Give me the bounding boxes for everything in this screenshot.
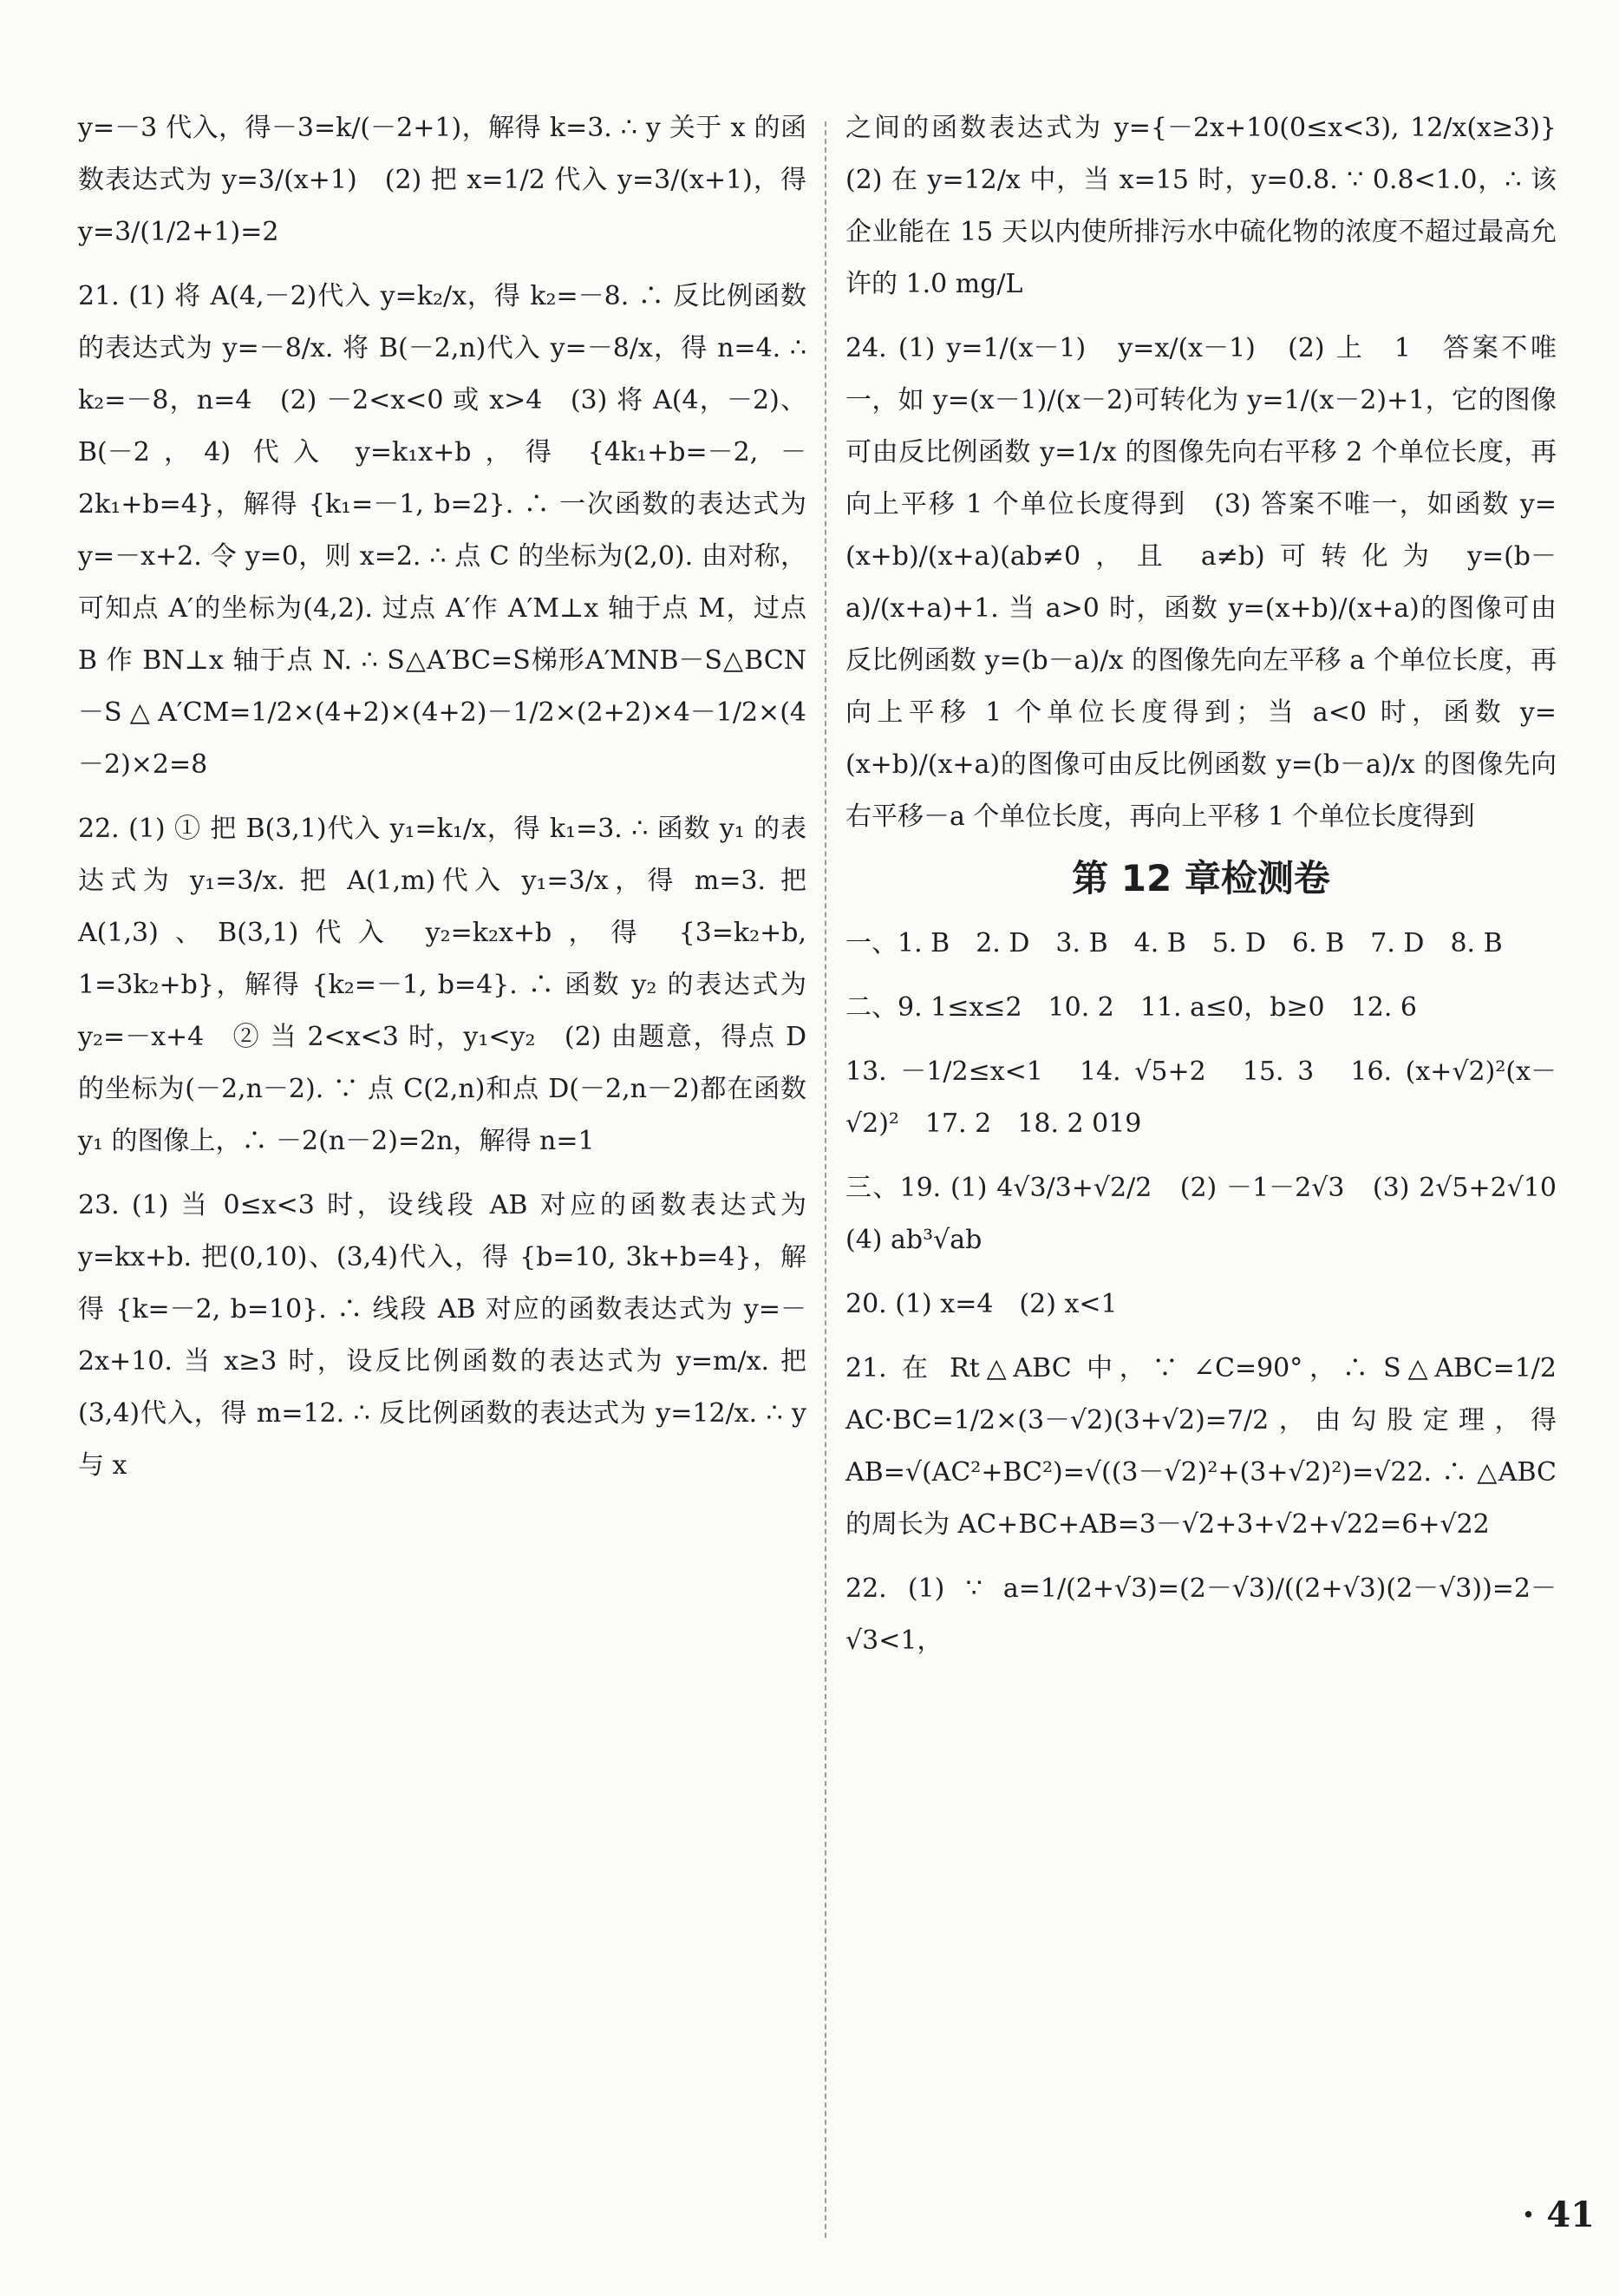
- section-title: 第 12 章检测卷: [1072, 857, 1330, 899]
- answer-paragraph: 21. (1) 将 A(4,－2)代入 y=k₂/x，得 k₂=－8. ∴ 反比例函数的表达式为 y=－8/x. 将 B(－2,n)代入 y=－8/x，得 n=4. ∴ k₂=－8，n=4 (2) －2<x<0 或 x>4 (3) 将 A(4，－2)、B(－2，4) 代入 y=k₁x+b，得 {4k₁+b=－2, －2k₁+b=4}，解得 {k₁=－1, b=2}. ∴ 一次函数的表达式为 y=－x+2. 令 y=0，则 x=2. ∴ 点 C 的坐标为(2,0). 由对称，可知点 A′的坐标为(4,2). 过点 A′作 A′M⊥x 轴于点 M，过点 B 作 BN⊥x 轴于点 N. ∴ S△A′BC=S梯形A′MNB－S△BCN－S△A′CM=1/2×(4+2)×(4+2)－1/2×(2+2)×4－1/2×(4－2)×2=8: [78, 281, 815, 780]
- right-column: [845, 102, 1583, 1679]
- answer-paragraph: 24. (1) y=1/(x－1) y=x/(x－1) (2) 上 1 答案不唯一，如 y=(x－1)/(x－2)可转化为 y=1/(x－2)+1，它的图像可由反比例函数 y=1/x 的图像先向右平移 2 个单位长度，再向上平移 1 个单位长度得到 (3) 答案不唯一，如函数 y=(x+b)/(x+a)(ab≠0，且 a≠b)可转化为 y=(b－a)/(x+a)+1. 当 a>0 时，函数 y=(x+b)/(x+a)的图像可由反比例函数 y=(b－a)/x 的图像先向左平移 a 个单位长度，再向上平移 1 个单位长度得到；当 a<0 时，函数 y=(x+b)/(x+a)的图像可由反比例函数 y=(b－a)/x 的图像先向右平移－a 个单位长度，再向上平移 1 个单位长度得到: [845, 333, 1557, 832]
- answer-line: 13. －1/2≤x<1 14. √5+2 15. 3 16. (x+√2)²(x－√2)² 17. 2 18. 2 019: [845, 1056, 1557, 1139]
- answer-line: 一、1. B 2. D 3. B 4. B 5. D 6. B 7. D 8. B: [845, 928, 1503, 958]
- page-number: · 41: [1522, 2195, 1595, 2235]
- answer-paragraph: 之间的函数表达式为 y={－2x+10(0≤x<3), 12/x(x≥3)} (2) 在 y=12/x 中，当 x=15 时，y=0.8. ∵ 0.8<1.0，∴ 该企业能在 15 天以内使所排污水中硫化物的浓度不超过最高允许的 1.0 mg/L: [845, 113, 1583, 299]
- answer-line: 21. 在 Rt△ABC 中，∵ ∠C=90°，∴ S△ABC=1/2 AC·BC=1/2×(3－√2)(3+√2)=7/2，由勾股定理，得 AB=√(AC²+BC²)=√((3－√2)²+(3+√2)²)=√22. ∴ △ABC 的周长为 AC+BC+AB=3－√2+3+√2+√22=6+√22: [845, 1353, 1565, 1540]
- answer-line: 二、9. 1≤x≤2 10. 2 11. a≤0，b≥0 12. 6: [845, 992, 1417, 1023]
- answer-line: 20. (1) x=4 (2) x<1: [845, 1289, 1118, 1319]
- answer-line: 22. (1) ∵ a=1/(2+√3)=(2－√3)/((2+√3)(2－√3))=2－√3<1，: [845, 1573, 1557, 1656]
- column-divider: [825, 121, 826, 2238]
- left-column: [78, 102, 815, 1504]
- answer-paragraph: y=－3 代入，得－3=k/(－2+1)，解得 k=3. ∴ y 关于 x 的函数表达式为 y=3/(x+1) (2) 把 x=1/2 代入 y=3/(x+1)，得 y=3/(1/2+1)=2: [78, 113, 815, 247]
- answer-paragraph: 22. (1) ① 把 B(3,1)代入 y₁=k₁/x，得 k₁=3. ∴ 函数 y₁ 的表达式为 y₁=3/x. 把 A(1,m)代入 y₁=3/x，得 m=3. 把 A(1,3)、B(3,1)代入 y₂=k₂x+b，得 {3=k₂+b, 1=3k₂+b}，解得 {k₂=－1, b=4}. ∴ 函数 y₂ 的表达式为 y₂=－x+4 ② 当 2<x<3 时，y₁<y₂ (2) 由题意，得点 D 的坐标为(－2,n－2). ∵ 点 C(2,n)和点 D(－2,n－2)都在函数 y₁ 的图像上，∴ －2(n－2)=2n，解得 n=1: [78, 814, 815, 1156]
- answer-paragraph: 23. (1) 当 0≤x<3 时，设线段 AB 对应的函数表达式为 y=kx+b. 把(0,10)、(3,4)代入，得 {b=10, 3k+b=4}，解得 {k=－2, b=10}. ∴ 线段 AB 对应的函数表达式为 y=－2x+10. 当 x≥3 时，设反比例函数的表达式为 y=m/x. 把(3,4)代入，得 m=12. ∴ 反比例函数的表达式为 y=12/x. ∴ y 与 x: [78, 1190, 815, 1481]
- answer-line: 三、19. (1) 4√3/3+√2/2 (2) －1－2√3 (3) 2√5+2√10 (4) ab³√ab: [845, 1173, 1583, 1255]
